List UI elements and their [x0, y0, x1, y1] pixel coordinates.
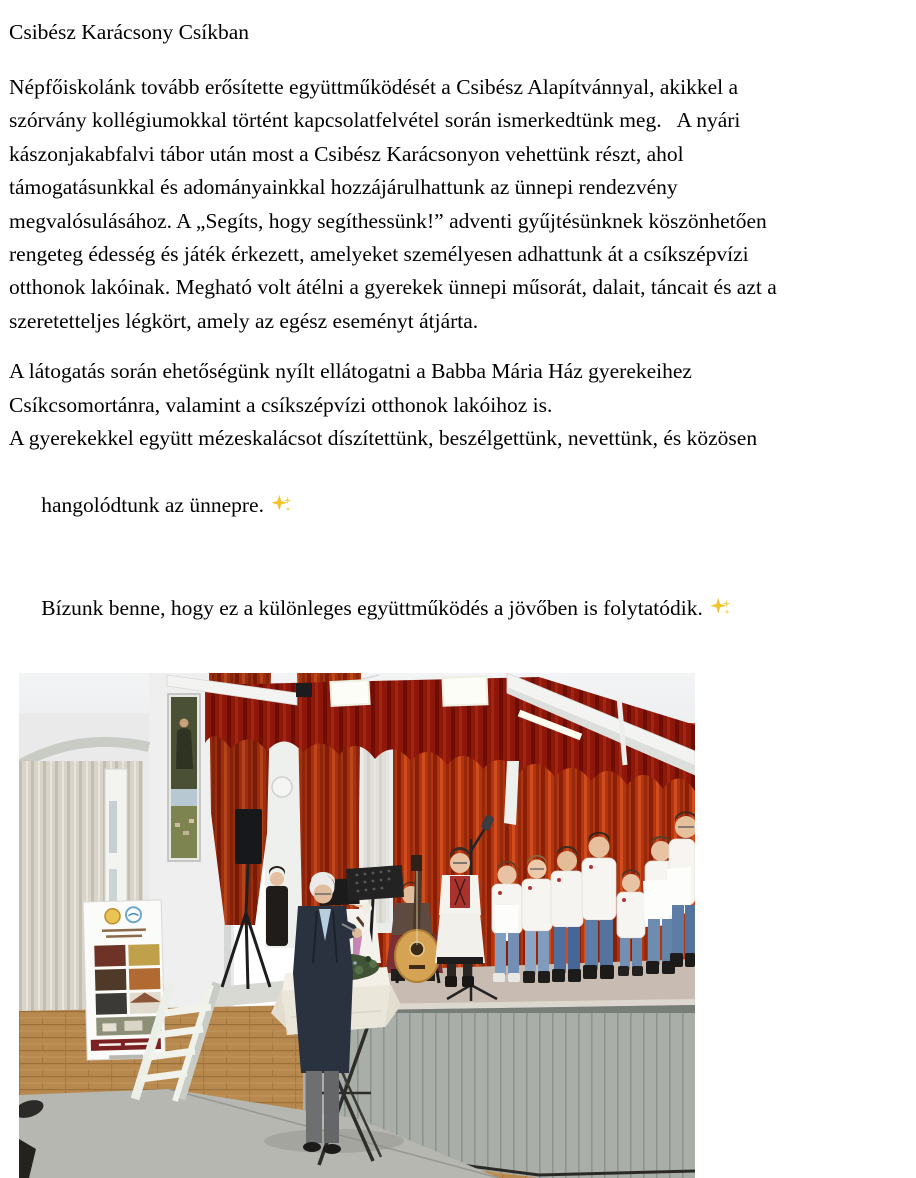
paragraph-1 [9, 71, 916, 338]
text-line [9, 559, 916, 662]
wall-painting [168, 694, 200, 861]
sparkles-icon [710, 595, 732, 628]
led-panel [330, 680, 369, 706]
text-line: Népfőiskolánk tovább erősítette együttműködését a Csibész Alapítvánnyal, akikkel a [9, 75, 739, 99]
text-line: támogatásunkkal és adományainkkal hozzájárulhattunk az ünnepi rendezvény [9, 175, 678, 200]
text-line: rengeteg édesség és játék érkezett, amelyeket személyesen adhattunk át a csíkszépvízi [9, 242, 749, 267]
gray-trousers [306, 1071, 322, 1143]
banner-crest-logo [105, 908, 120, 923]
text-line: A látogatás során ehetőségünk nyílt ellátogatni a Babba Mária Ház gyerekeihez [9, 359, 692, 384]
event-photo-scene [19, 673, 695, 1178]
text-line: kászonjakabfalvi tábor után most a Csibész Karácsonyon vehettünk részt, ahol [9, 141, 684, 166]
text-line: szórvány kollégiumokkal történt kapcsolatfelvétel során ismerkedtünk meg. A nyári [9, 108, 741, 133]
sparkles-icon [271, 492, 293, 525]
event-photo [19, 673, 695, 1178]
text-line: megvalósulásához. A „Segíts, hogy segíthessünk!” adventi gyűjtésünknek köszönhetően [9, 208, 767, 233]
wall-dome-lamp [272, 777, 292, 797]
page-title: Csibész Karácsony Csíkban [9, 20, 250, 44]
text-line: Csíkcsomortánra, valamint a csíkszépvízi otthonok lakóihoz is. [9, 392, 553, 417]
text-line: otthonok lakóinak. Megható volt átélni a gyerekek ünnepi műsorát, dalait, táncait és azt a [9, 275, 777, 300]
banner-round-logo [126, 907, 141, 922]
led-panel [443, 676, 488, 706]
text-line [9, 455, 916, 558]
text-line-fragment: hangolódtunk az ünnepre. [41, 492, 270, 517]
text-line: szeretetteljes légkört, amely az egész eseményt átjárta. [9, 308, 479, 333]
ceiling-speaker-box [296, 683, 312, 697]
text-line-fragment: Bízunk benne, hogy ez a különleges együttműködés a jövőben is folytatódik. [41, 596, 709, 621]
paragraph-2 [9, 355, 916, 662]
text-line: A gyerekekkel együtt mézeskalácsot díszítettünk, beszélgettünk, nevettünk, és közösen [9, 426, 758, 451]
